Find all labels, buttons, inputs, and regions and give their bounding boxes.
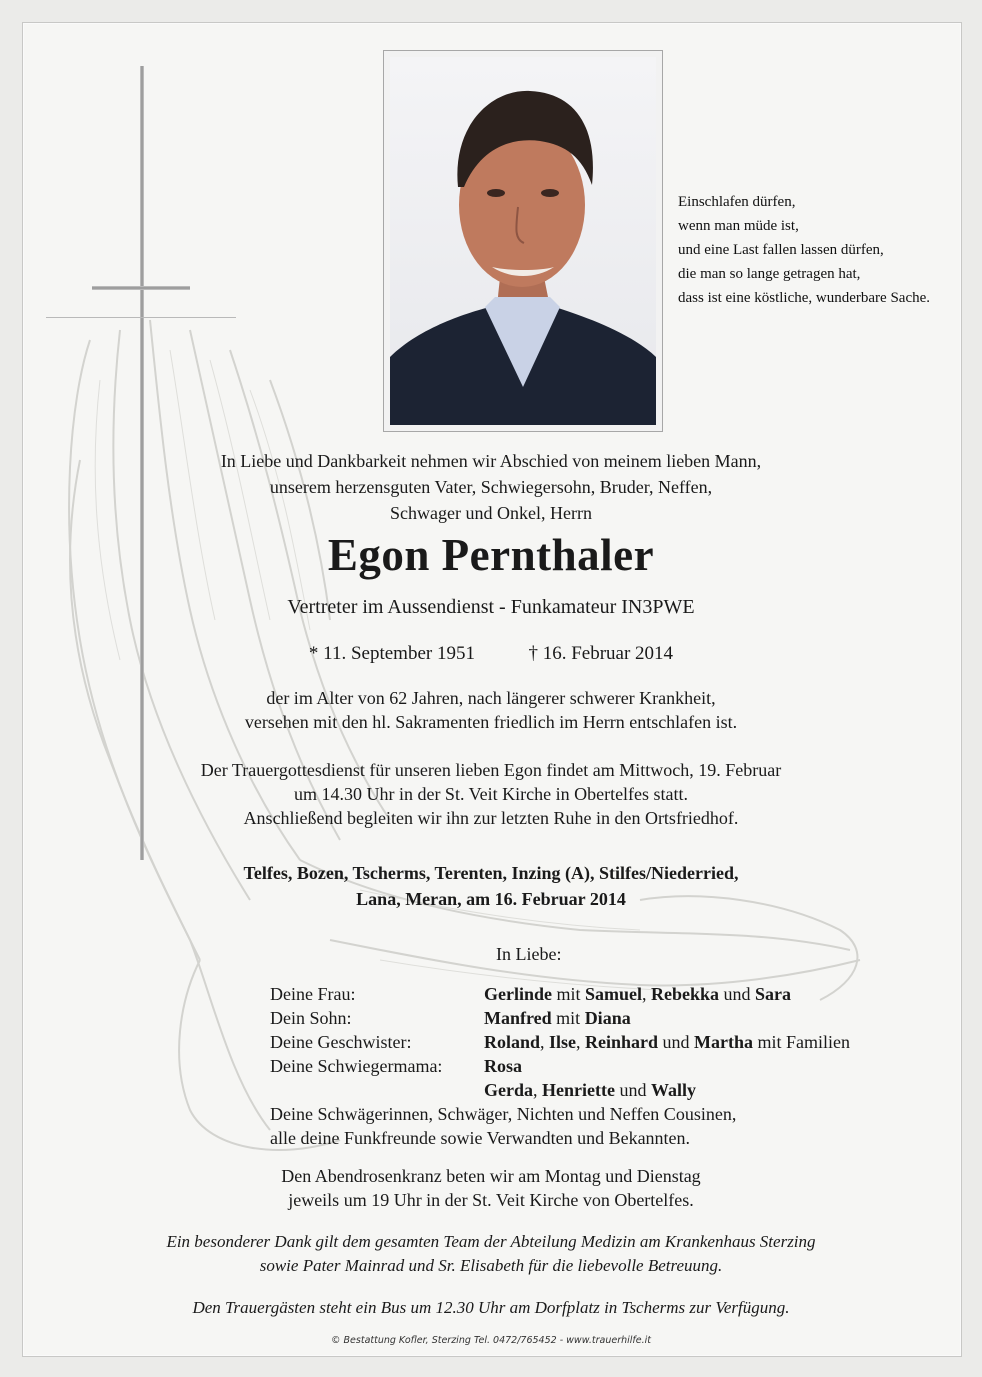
thanks-line: Ein besonderer Dank gilt dem gesamten Team der Abteilung Medizin am Krankenhaus Sterzing xyxy=(166,1232,816,1251)
places-line: Telfes, Bozen, Tscherms, Terenten, Inzing (A), Stilfes/Niederried, xyxy=(243,863,739,883)
in-love-label: In Liebe: xyxy=(496,944,562,964)
profession: Vertreter im Aussendienst - Funkamateur IN3PWE xyxy=(287,596,695,618)
survivor-names: Gerlinde mit Samuel, Rebekka und Sara xyxy=(484,984,792,1004)
death-announcement xyxy=(0,686,982,734)
extended-family xyxy=(270,1102,736,1150)
survivor-label: Deine Geschwister: xyxy=(270,1032,412,1052)
rosary-info xyxy=(0,1164,982,1212)
poem-line: und eine Last fallen lassen dürfen, xyxy=(678,242,884,258)
thanks-line: sowie Pater Mainrad und Sr. Elisabeth für die liebevolle Betreuung. xyxy=(259,1256,723,1275)
extended-family-line: alle deine Funkfreunde sowie Verwandten und Bekannten. xyxy=(270,1128,691,1148)
death-line: der im Alter von 62 Jahren, nach längerer schwerer Krankheit, xyxy=(266,688,716,708)
poem-line: die man so lange getragen hat, xyxy=(678,266,861,282)
rosary-line: jeweils um 19 Uhr in der St. Veit Kirche von Obertelfes. xyxy=(288,1190,694,1210)
service-line: Anschließend begleiten wir ihn zur letzten Ruhe in den Ortsfriedhof. xyxy=(243,808,739,828)
survivor-names: Roland, Ilse, Reinhard und Martha mit Familien xyxy=(484,1032,851,1052)
birth-date: * 11. September 1951 xyxy=(308,643,475,664)
intro-text xyxy=(0,448,982,526)
survivor-label: Dein Sohn: xyxy=(270,1008,352,1028)
service-line: Der Trauergottesdienst für unseren lieben Egon findet am Mittwoch, 19. Februar xyxy=(200,760,782,780)
poem-line: dass ist eine köstliche, wunderbare Sache. xyxy=(678,290,931,306)
life-dates xyxy=(0,640,982,668)
places-and-date xyxy=(0,860,982,912)
survivor-label: Deine Schwiegermama: xyxy=(270,1056,443,1076)
survivor-names: Gerda, Henriette und Wally xyxy=(484,1080,696,1100)
survivor-names: Manfred mit Diana xyxy=(484,1008,631,1028)
funeral-home-footer: © Bestattung Kofler, Sterzing Tel. 0472/765452 - www.trauerhilfe.it xyxy=(331,1335,651,1346)
intro-line: In Liebe und Dankbarkeit nehmen wir Abschied von meinem lieben Mann, xyxy=(220,451,762,471)
deceased-name: Egon Pernthaler xyxy=(327,530,655,580)
death-line: versehen mit den hl. Sakramenten friedlich im Herrn entschlafen ist. xyxy=(244,712,738,732)
extended-family-line: Deine Schwägerinnen, Schwäger, Nichten und Neffen Cousinen, xyxy=(270,1104,737,1124)
poem-line: Einschlafen dürfen, xyxy=(678,194,796,210)
intro-line: unserem herzensguten Vater, Schwiegersohn, Bruder, Neffen, xyxy=(269,477,713,497)
poem xyxy=(678,190,958,310)
portrait-photo xyxy=(390,57,656,425)
survivor-names: Rosa xyxy=(484,1056,523,1076)
death-date: † 16. Februar 2014 xyxy=(528,643,674,664)
survivor-label: Deine Frau: xyxy=(270,984,356,1004)
poem-line: wenn man müde ist, xyxy=(678,218,799,234)
service-line: um 14.30 Uhr in der St. Veit Kirche in Obertelfes statt. xyxy=(293,784,689,804)
bus-note: Den Trauergästen steht ein Bus um 12.30 Uhr am Dorfplatz in Tscherms zur Verfügung. xyxy=(192,1298,790,1317)
rosary-line: Den Abendrosenkranz beten wir am Montag und Dienstag xyxy=(281,1166,701,1186)
thanks-note xyxy=(0,1230,982,1278)
funeral-service-info xyxy=(0,758,982,830)
cross-decorative-line xyxy=(46,317,236,318)
places-line: Lana, Meran, am 16. Februar 2014 xyxy=(356,889,626,909)
portrait-frame xyxy=(383,50,663,432)
intro-line: Schwager und Onkel, Herrn xyxy=(390,503,592,523)
cross-horizontal-bar xyxy=(92,286,190,290)
